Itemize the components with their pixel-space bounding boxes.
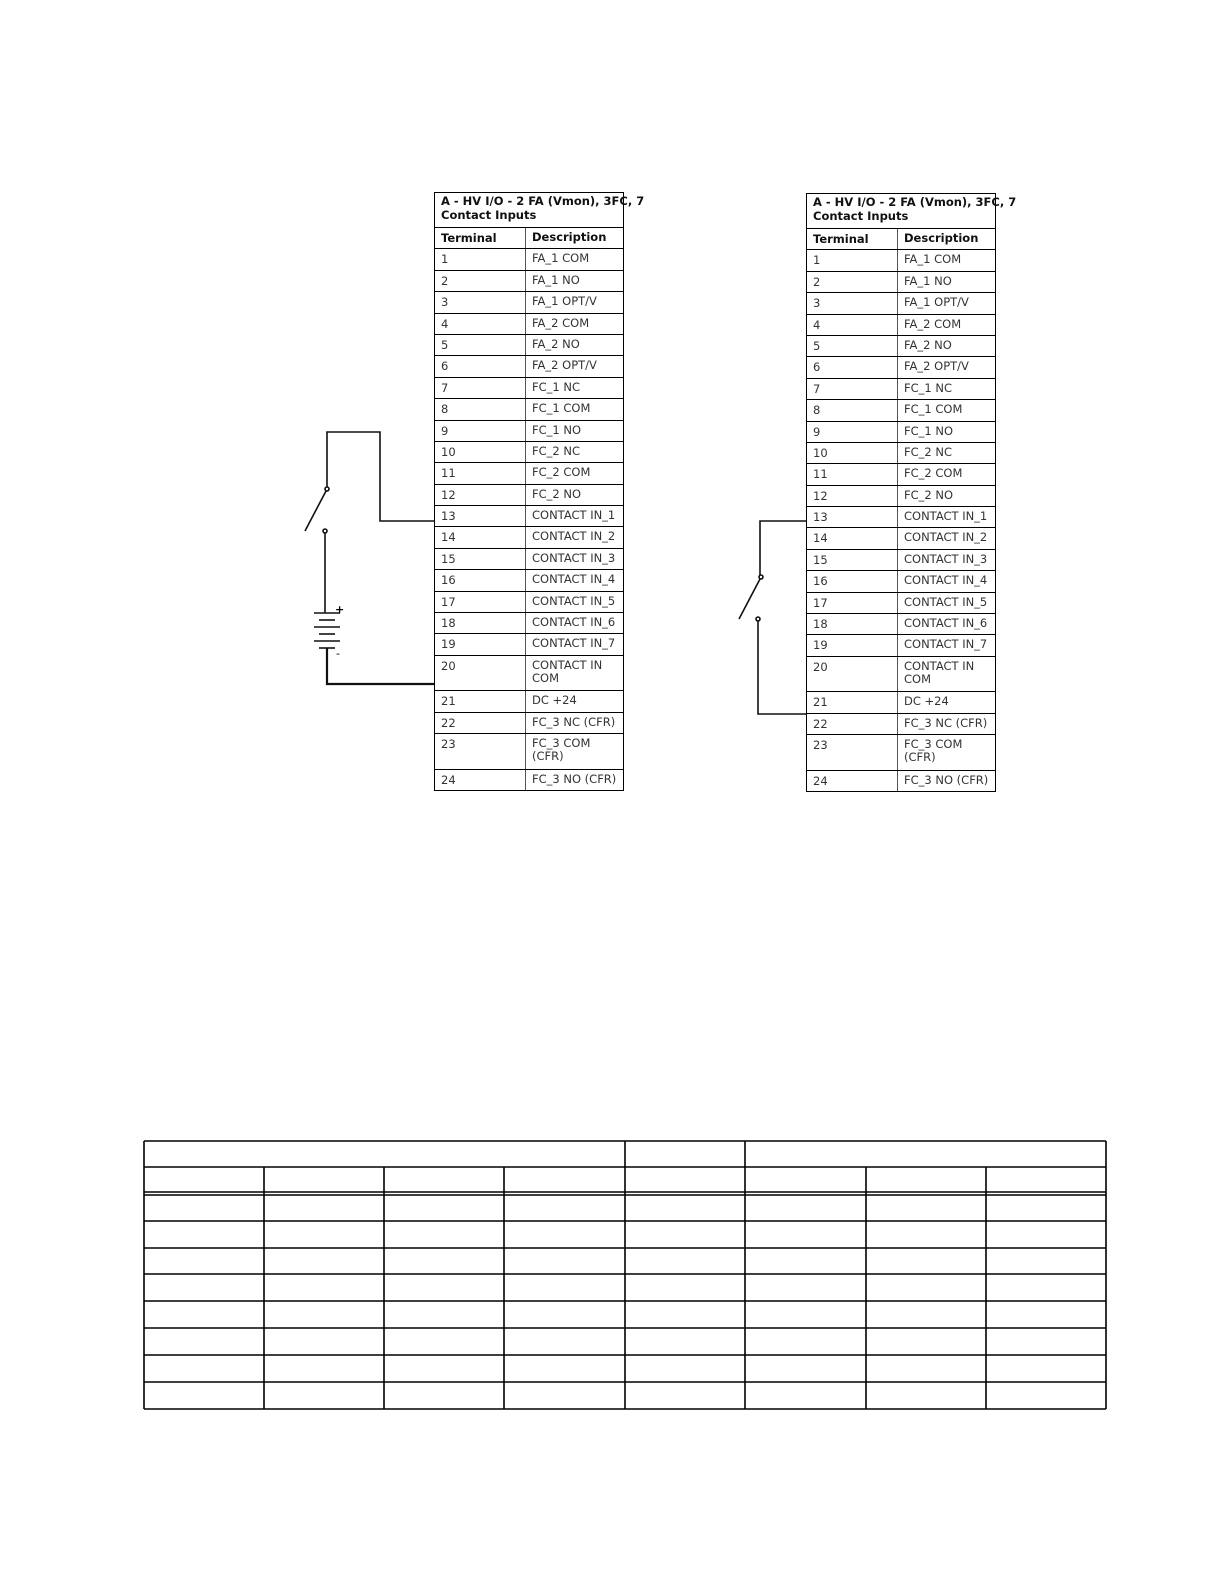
- terminal-description: FC_3 NC (CFR): [532, 714, 616, 729]
- terminal-number: 1: [435, 249, 526, 269]
- terminal-number: 16: [807, 571, 898, 591]
- terminal-number: 14: [807, 528, 898, 548]
- terminal-description: FC_3 NO (CFR): [532, 771, 617, 786]
- header-terminal: Terminal: [807, 229, 898, 249]
- terminal-number: 23: [435, 734, 526, 769]
- table-row: [807, 400, 995, 421]
- table-row: [807, 293, 995, 314]
- terminal-number: 11: [435, 463, 526, 483]
- terminal-number: 15: [807, 550, 898, 570]
- table-row: [435, 592, 623, 613]
- battery-icon: [314, 613, 340, 648]
- wire-to-dc-24: [758, 621, 806, 714]
- table-row: [807, 593, 995, 614]
- terminal-description: FC_1 COM: [532, 401, 591, 416]
- table-row: [435, 442, 623, 463]
- terminal-number: 2: [435, 271, 526, 291]
- terminal-description: CONTACT IN_5: [904, 594, 988, 609]
- table-row: [435, 691, 623, 712]
- terminal-description: CONTACT IN COM: [904, 658, 975, 686]
- terminal-description: CONTACT IN_6: [532, 615, 616, 630]
- wiring-internal-supply: [739, 521, 806, 714]
- terminal-number: 2: [807, 272, 898, 292]
- terminal-number: 3: [435, 292, 526, 312]
- terminal-number: 24: [435, 770, 526, 790]
- table-row: [807, 714, 995, 735]
- table-title-line2: Contact Inputs: [813, 209, 909, 223]
- table-row: [435, 770, 623, 791]
- terminal-description: FC_2 COM: [904, 466, 963, 481]
- terminal-number: 19: [435, 634, 526, 654]
- table-row: [435, 506, 623, 527]
- table-row: [435, 292, 623, 313]
- table-row: [807, 422, 995, 443]
- terminal-description: CONTACT IN_1: [532, 508, 616, 523]
- terminal-number: 22: [807, 714, 898, 734]
- terminal-number: 13: [435, 506, 526, 526]
- table-row: [807, 771, 995, 792]
- table-row: [435, 378, 623, 399]
- battery-plus-label: +: [335, 603, 345, 616]
- terminal-number: 21: [807, 692, 898, 712]
- header-terminal: Terminal: [435, 228, 526, 248]
- terminal-description: FC_3 NO (CFR): [904, 772, 989, 787]
- terminal-number: 20: [807, 657, 898, 692]
- table-row: [807, 657, 995, 693]
- table-row: [807, 550, 995, 571]
- terminal-number: 7: [435, 378, 526, 398]
- terminal-number: 6: [435, 356, 526, 376]
- table-row: [435, 634, 623, 655]
- terminal-number: 10: [435, 442, 526, 462]
- terminal-number: 12: [807, 486, 898, 506]
- terminal-description: CONTACT IN_4: [904, 573, 988, 588]
- terminal-description: FA_2 OPT/V: [904, 359, 969, 374]
- terminal-description: CONTACT IN_3: [532, 550, 616, 565]
- terminal-number: 15: [435, 549, 526, 569]
- battery-minus-label: -: [336, 647, 340, 660]
- table-row: [435, 399, 623, 420]
- table-row: [435, 421, 623, 442]
- terminal-number: 17: [807, 593, 898, 613]
- terminal-description: CONTACT IN_1: [904, 509, 988, 524]
- terminal-description: FC_2 NO: [532, 486, 582, 501]
- table-row: [807, 250, 995, 271]
- terminal-number: 7: [807, 379, 898, 399]
- terminal-number: 14: [435, 527, 526, 547]
- table-row: [435, 713, 623, 734]
- wire-to-contact-in-1: [327, 432, 434, 521]
- terminal-description: FC_1 NO: [904, 423, 954, 438]
- terminal-number: 12: [435, 485, 526, 505]
- table-row: [435, 335, 623, 356]
- terminal-description: FA_1 NO: [532, 272, 580, 287]
- table-row: [807, 272, 995, 293]
- terminal-description: CONTACT IN_7: [904, 637, 988, 652]
- table-row: [807, 486, 995, 507]
- wire-to-contact-in-com: [327, 648, 434, 684]
- terminal-description: FC_1 COM: [904, 402, 963, 417]
- switch-contact-lower: [323, 529, 327, 533]
- terminal-description: FA_1 NO: [904, 273, 952, 288]
- terminal-description: FC_3 COM (CFR): [904, 737, 963, 765]
- table-row: [807, 357, 995, 378]
- table-row: [807, 635, 995, 656]
- terminal-number: 18: [807, 614, 898, 634]
- table-row: [807, 464, 995, 485]
- terminal-number: 18: [435, 613, 526, 633]
- terminal-description: FC_2 NC: [904, 444, 952, 459]
- terminal-description: FC_1 NC: [904, 380, 952, 395]
- terminal-number: 16: [435, 570, 526, 590]
- terminal-description: CONTACT IN_3: [904, 551, 988, 566]
- terminal-table-left: [434, 192, 645, 791]
- terminal-description: FA_1 OPT/V: [532, 294, 597, 309]
- header-description: Description: [904, 231, 979, 245]
- terminal-description: FA_2 OPT/V: [532, 358, 597, 373]
- table-row: [807, 443, 995, 464]
- terminal-number: 19: [807, 635, 898, 655]
- terminal-number: 6: [807, 357, 898, 377]
- terminal-number: 21: [435, 691, 526, 711]
- table-row: [807, 315, 995, 336]
- terminal-number: 5: [435, 335, 526, 355]
- terminal-description: FC_2 NC: [532, 443, 580, 458]
- terminal-number: 8: [435, 399, 526, 419]
- table-row: [435, 356, 623, 377]
- table-row: [807, 507, 995, 528]
- terminal-description: FC_2 COM: [532, 465, 591, 480]
- empty-grid-table: [143, 1140, 1107, 1412]
- table-title-line2: Contact Inputs: [441, 208, 537, 222]
- terminal-number: 3: [807, 293, 898, 313]
- terminal-description: FA_2 NO: [532, 336, 580, 351]
- terminal-number: 24: [807, 771, 898, 791]
- terminal-number: 4: [807, 315, 898, 335]
- terminal-number: 4: [435, 314, 526, 334]
- terminal-description: FA_2 COM: [904, 316, 962, 331]
- table-title-line1: A - HV I/O - 2 FA (Vmon), 3FC, 7: [813, 195, 1017, 209]
- terminal-description: FC_3 COM (CFR): [532, 736, 591, 764]
- terminal-description: CONTACT IN_4: [532, 572, 616, 587]
- header-description: Description: [532, 230, 607, 244]
- terminal-description: DC +24: [532, 693, 577, 708]
- terminal-description: FC_2 NO: [904, 487, 954, 502]
- switch-contact-upper: [759, 575, 763, 579]
- table-row: [435, 656, 623, 692]
- table-row: [807, 336, 995, 357]
- table-header-row: [435, 228, 623, 249]
- terminal-description: CONTACT IN_2: [904, 530, 988, 545]
- table-row: [435, 613, 623, 634]
- table-title: [435, 192, 645, 228]
- terminal-number: 22: [435, 713, 526, 733]
- switch-blade: [305, 491, 326, 531]
- terminal-number: 20: [435, 656, 526, 691]
- terminal-number: 1: [807, 250, 898, 270]
- table-row: [807, 379, 995, 400]
- terminal-number: 23: [807, 735, 898, 770]
- terminal-description: FC_3 NC (CFR): [904, 715, 988, 730]
- table-header-row: [807, 229, 995, 250]
- terminal-description: CONTACT IN_5: [532, 593, 616, 608]
- table-row: [435, 527, 623, 548]
- terminal-description: FA_2 NO: [904, 337, 952, 352]
- terminal-number: 17: [435, 592, 526, 612]
- table-row: [807, 614, 995, 635]
- table-row: [435, 570, 623, 591]
- table-row: [435, 314, 623, 335]
- switch-contact-lower: [756, 617, 760, 621]
- wire-to-contact-in-1: [760, 521, 806, 575]
- table-row: [435, 249, 623, 270]
- table-row: [435, 734, 623, 770]
- terminal-number: 9: [807, 422, 898, 442]
- terminal-number: 9: [435, 421, 526, 441]
- table-row: [435, 463, 623, 484]
- table-row: [807, 735, 995, 771]
- terminal-number: 10: [807, 443, 898, 463]
- terminal-number: 13: [807, 507, 898, 527]
- table-row: [435, 271, 623, 292]
- switch-blade: [739, 579, 760, 619]
- table-title-line1: A - HV I/O - 2 FA (Vmon), 3FC, 7: [441, 194, 645, 208]
- terminal-description: FC_1 NO: [532, 422, 582, 437]
- terminal-description: FA_1 COM: [904, 252, 962, 267]
- terminal-description: CONTACT IN_7: [532, 636, 616, 651]
- terminal-description: CONTACT IN COM: [532, 657, 603, 685]
- terminal-description: FC_1 NC: [532, 379, 580, 394]
- switch-contact-upper: [325, 487, 329, 491]
- terminal-number: 11: [807, 464, 898, 484]
- terminal-number: 8: [807, 400, 898, 420]
- table-row: [807, 692, 995, 713]
- table-row: [435, 549, 623, 570]
- terminal-description: DC +24: [904, 694, 949, 709]
- table-row: [807, 528, 995, 549]
- table-row: [435, 485, 623, 506]
- terminal-description: FA_1 OPT/V: [904, 295, 969, 310]
- terminal-description: FA_2 COM: [532, 315, 590, 330]
- terminal-description: CONTACT IN_2: [532, 529, 616, 544]
- table-title: [807, 193, 1017, 229]
- terminal-number: 5: [807, 336, 898, 356]
- terminal-table-right: [806, 193, 1017, 792]
- table-row: [807, 571, 995, 592]
- terminal-description: CONTACT IN_6: [904, 616, 988, 631]
- terminal-description: FA_1 COM: [532, 251, 590, 266]
